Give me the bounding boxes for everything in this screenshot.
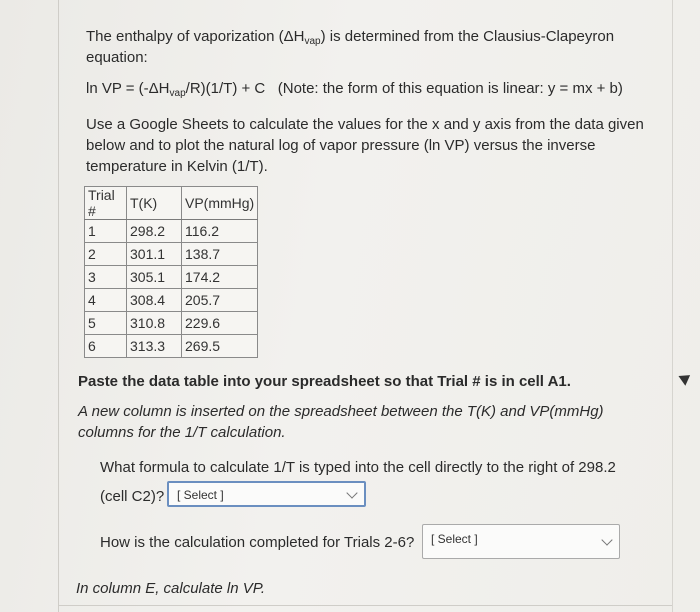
question1-select-label: [ Select ] (177, 488, 224, 502)
table-cell: 301.1 (127, 243, 182, 266)
table-cell: 138.7 (182, 243, 258, 266)
table-row (85, 266, 258, 289)
table-cell: 3 (85, 266, 127, 289)
table-cell: 229.6 (182, 312, 258, 335)
paste-note: Paste the data table into your spreadsheet so that Trial # is in cell A1. (78, 373, 571, 390)
table-cell: 313.3 (127, 335, 182, 358)
bottom-border (58, 605, 672, 606)
mouse-cursor-icon (678, 370, 693, 386)
question2-select-label: [ Select ] (431, 532, 478, 546)
question2-text: How is the calculation completed for Trials 2-6? (100, 534, 415, 551)
new-column-note: A new column is inserted on the spreadsheet between the T(K) and VP(mmHg) columns for the 1/T calculation. (78, 403, 604, 441)
table-header-row (85, 187, 258, 220)
table-row (85, 289, 258, 312)
lnvp-note: In column E, calculate ln VP. (76, 580, 265, 597)
table-row (85, 335, 258, 358)
question1-select[interactable] (167, 481, 366, 507)
table-cell: 305.1 (127, 266, 182, 289)
table-cell: 1 (85, 220, 127, 243)
table-cell: 308.4 (127, 289, 182, 312)
chevron-down-icon (346, 487, 357, 498)
chevron-down-icon (601, 534, 612, 545)
left-border (58, 0, 59, 612)
table-row (85, 220, 258, 243)
question1-text: What formula to calculate 1/T is typed into the cell directly to the right of 298.2 (100, 459, 616, 476)
table-cell: 4 (85, 289, 127, 312)
table-cell: 269.5 (182, 335, 258, 358)
right-border (672, 0, 673, 612)
table-header-temp: T(K) (127, 187, 182, 220)
table-cell: 6 (85, 335, 127, 358)
table-cell: 310.8 (127, 312, 182, 335)
question1-cell-ref: (cell C2)? (100, 488, 165, 505)
table-row (85, 243, 258, 266)
table-header-trial: Trial # (85, 187, 127, 220)
instructions-text: Use a Google Sheets to calculate the values for the x and y axis from the data given below and to plot the natural log of vapor pressure (ln VP) versus the inverse temperature in Kelvin (1/T). (86, 116, 644, 175)
equation-text: ln VP = $(-\Delta H_{vap}/R)(1/T) + C$ (Note: the form of this equation is linear: y = mx + b) (86, 80, 623, 99)
table-cell: 205.7 (182, 289, 258, 312)
question2-select[interactable] (422, 524, 620, 559)
intro-text: The enthalpy of vaporization $(\Delta H_{vap})$ is determined from the Clausius-Clapeyron equation: (86, 28, 615, 66)
table-cell: 174.2 (182, 266, 258, 289)
table-row (85, 312, 258, 335)
table-cell: 298.2 (127, 220, 182, 243)
table-cell: 2 (85, 243, 127, 266)
table-header-vp: VP(mmHg) (182, 187, 258, 220)
table-cell: 116.2 (182, 220, 258, 243)
table-cell: 5 (85, 312, 127, 335)
data-table (84, 186, 258, 358)
